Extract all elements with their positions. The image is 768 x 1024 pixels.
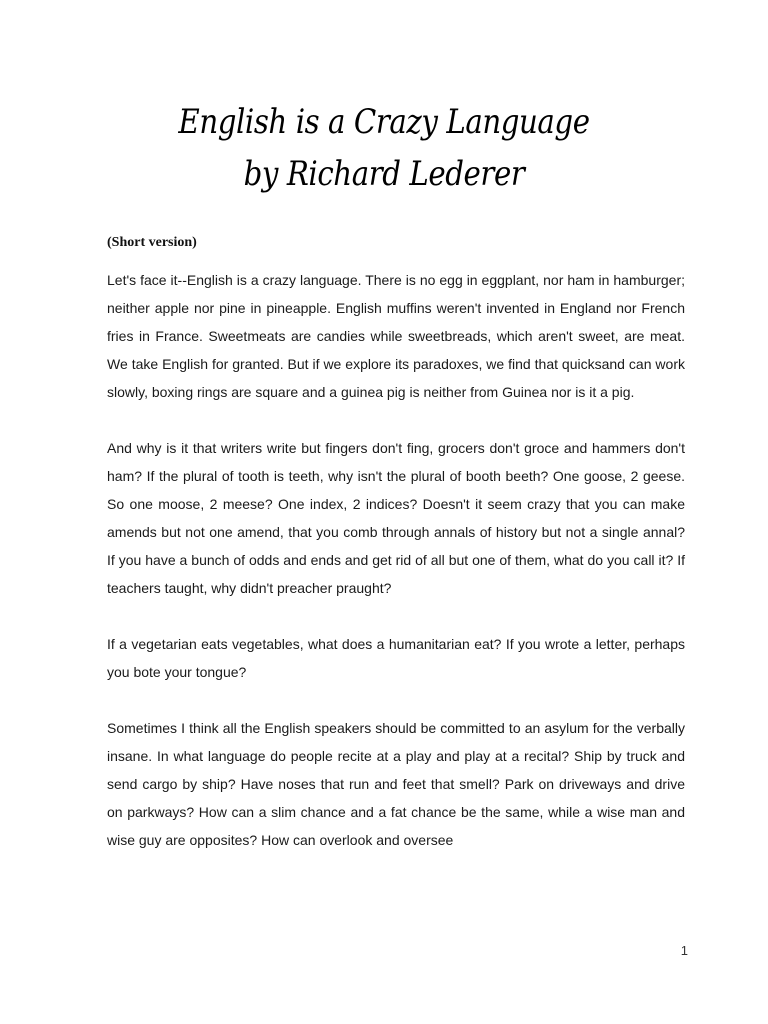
- title-line-1: English is a Crazy Language: [178, 102, 590, 142]
- paragraph-1: Let's face it--English is a crazy language. There is no egg in eggplant, nor ham in hamburger; neither apple nor pine in pineapple. English muffins weren't invented in England nor French fries in France. Sweetmeats are candies while sweetbreads, which aren't sweet, are meat. We take English for granted. But if we explore its paradoxes, we find that quicksand can work slowly, boxing rings are square and a guinea pig is neither from Guinea nor is it a pig.: [107, 272, 685, 400]
- title-line-2: by Richard Lederer: [243, 154, 525, 194]
- paragraph-2: And why is it that writers write but fingers don't fing, grocers don't groce and hammers don't ham? If the plural of tooth is teeth, why isn't the plural of booth beeth? One goose, 2 geese. So one moose, 2 meese? One index, 2 indices? Doesn't it seem crazy that you can make amends but not one amend, that you comb through annals of history but not a single annal? If you have a bunch of odds and ends and get rid of all but one of them, what do you call it? If teachers taught, why didn't preacher praught?: [107, 440, 685, 596]
- page-number: 1: [680, 943, 688, 958]
- document-title: [0, 96, 768, 200]
- subtitle: (Short version): [107, 235, 197, 250]
- paragraph-4: Sometimes I think all the English speakers should be committed to an asylum for the verbally insane. In what language do people recite at a play and play at a recital? Ship by truck and send cargo by ship? Have noses that run and feet that smell? Park on driveways and drive on parkways? How can a slim chance and a fat chance be the same, while a wise man and wise guy are opposites? How can overlook and oversee: [107, 720, 685, 848]
- paragraph-3: If a vegetarian eats vegetables, what does a humanitarian eat? If you wrote a letter, perhaps you bote your tongue?: [107, 636, 685, 680]
- body-text: [107, 266, 685, 882]
